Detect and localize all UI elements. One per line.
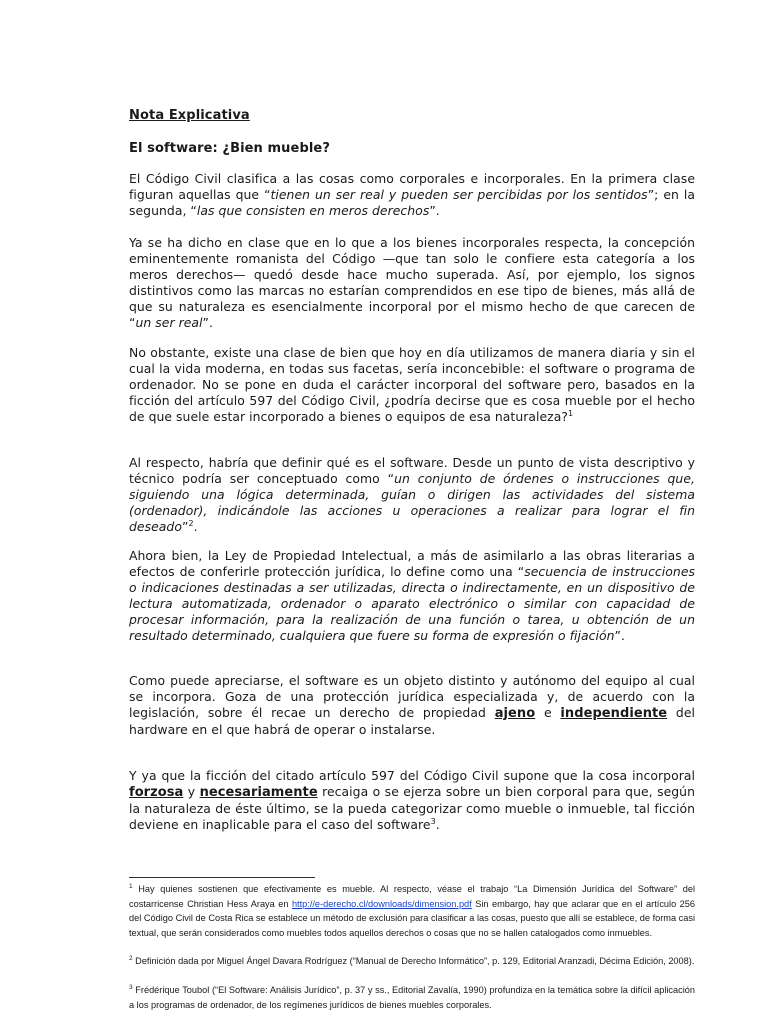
document-page — [129, 0, 695, 1024]
footnote-2-number: 2 — [129, 954, 133, 962]
document-title: Nota Explicativa — [129, 108, 250, 123]
p1-quote-1: tienen un ser real y pueden ser percibidas por los sentidos — [270, 187, 648, 202]
footnote-ref-2[interactable]: 2 — [188, 518, 194, 528]
p6-emphasis-independiente: independiente — [560, 706, 668, 721]
footnote-2 — [129, 954, 695, 969]
p7-text-a: Y ya que la ficción del citado artículo 597 del Código Civil supone que la cosa incorporal — [129, 768, 695, 783]
footnote-ref-1[interactable]: 1 — [568, 408, 574, 418]
footnote-1 — [129, 882, 695, 940]
p5-text-a: Ahora bien, la Ley de Propiedad Intelectual, a más de asimilarlo a las obras literarias a efectos de conferirle protección jurídica, lo define como una “ — [129, 548, 695, 579]
document-subtitle: El software: ¿Bien mueble? — [129, 141, 330, 156]
p3-text: No obstante, existe una clase de bien que hoy en día utilizamos de manera diaria y sin el cual la vida moderna, en todas sus facetas, sería inconcebible: el software o programa de ordenador. No se pone en duda el carácter incorporal del software pero, basados en la ficción del artículo 597 del Código Civil, ¿podría decirse que es cosa mueble por el hecho de que suele estar incorporado a bienes o equipos de esa naturaleza? — [129, 345, 695, 424]
p4-text-d: . — [193, 519, 198, 534]
footnote-3-number: 3 — [129, 983, 133, 991]
paragraph-2 — [129, 235, 695, 331]
footnote-1-text-b: Sin embargo, hay que aclarar que en el artículo 256 del Código Civil de Costa Rica se establece un método de exclusión para clasificar a las cosas, puesto que allí se establece, de forma casi textual, que serán considerados como muebles todos aquellos derechos o cosas que no se hallen catalogados como inmuebles. — [129, 898, 695, 938]
footnote-3 — [129, 983, 695, 1012]
p6-text-c: e — [535, 705, 561, 720]
p6-text-e: del hardware en el que habrá de operar o instalarse. — [129, 705, 695, 737]
footnote-2-text: Definición dada por Miguel Ángel Davara Rodríguez (“Manual de Derecho Informático”, p. 129, Editorial Aranzadi, Décima Edición, 2008). — [132, 956, 695, 966]
p1-quote-2: las que consisten en meros derechos — [196, 203, 430, 218]
p6-text-a: Como puede apreciarse, el software es un objeto distinto y autónomo del equipo al cual se incorpora. Goza de una protección jurídica especializada y, de acuerdo con la legislación, sobre él recae un derecho de propiedad — [129, 673, 695, 720]
p4-text-c: ” — [181, 519, 189, 534]
paragraph-6 — [129, 673, 695, 738]
p2-quote: un ser real — [135, 315, 203, 330]
p1-text-c: ”; en la segunda, “ — [129, 187, 696, 218]
p4-text-a: Al respecto, habría que definir qué es el software. Desde un punto de vista descriptivo y técnico podría ser conceptuado como “ — [129, 455, 695, 486]
footnote-3-text: Frédérique Toubol (“El Software: Análisis Jurídico”, p. 37 y ss., Editorial Zavalía, 1990) profundiza en la temática sobre la difícil aplicación a los programas de ordenador, de los regímenes jurídicos de bienes muebles corporales. — [129, 985, 695, 1010]
p2-text-a: Ya se ha dicho en clase que en lo que a los bienes incorporales respecta, la concepción eminentemente romanista del Código —que tan solo le confiere esta categoría a los meros derechos— quedó desde hace mucho superada. Así, por ejemplo, los signos distintivos como las marcas no estarían comprendidos en ese tipo de bienes, más allá de que su naturaleza es esencialmente incorporal por el mismo hecho de que carecen de “ — [129, 235, 695, 330]
footnote-1-number: 1 — [129, 882, 133, 890]
p5-text-c: ”. — [614, 628, 625, 643]
p2-text-c: ”. — [202, 315, 214, 330]
p7-text-c: y — [183, 784, 200, 799]
p5-quote: secuencia de instrucciones o indicaciones destinadas a ser utilizadas, directa o indirectamente, en un dispositivo de lectura automatizada, ordenador o aparato electrónico o similar con capacidad de procesar información, para la realización de una función o tarea, u obtención de un resultado determinado, cualquiera que fuere su forma de expresión o fijación — [129, 564, 695, 643]
paragraph-4 — [129, 455, 695, 535]
paragraph-5 — [129, 548, 695, 644]
paragraph-1 — [129, 171, 695, 219]
p7-text-e: recaiga o se ejerza sobre un bien corporal para que, según la naturaleza de éste último, se la pueda categorizar como mueble o inmueble, tal ficción deviene en inaplicable para el caso del software — [129, 784, 695, 832]
footnote-ref-3[interactable]: 3 — [430, 816, 436, 826]
p6-emphasis-ajeno: ajeno — [494, 706, 536, 721]
paragraph-7 — [129, 768, 695, 833]
footnote-1-link[interactable]: http://e-derecho.cl/downloads/dimension.pdf — [291, 898, 472, 909]
footnote-1-text-a: Hay quienes sostienen que efectivamente es mueble. Al respecto, véase el trabajo “La Dimensión Jurídica del Software” del costarricense Christian Hess Araya en — [129, 884, 695, 909]
p4-quote: un conjunto de órdenes o instrucciones que, siguiendo una lógica determinada, guían o dirigen las actividades del sistema (ordenador), indicándole las acciones u operaciones a realizar para lograr el fin deseado — [129, 471, 695, 534]
p7-emphasis-necesariamente: necesariamente — [199, 785, 318, 800]
paragraph-3 — [129, 345, 695, 425]
p1-text-e: ”. — [429, 203, 440, 218]
p1-text-a: El Código Civil clasifica a las cosas como corporales e incorporales. En la primera clase figuran aquellas que “ — [129, 171, 695, 202]
p7-text-f: . — [435, 817, 440, 832]
footnote-separator — [129, 877, 315, 878]
p7-emphasis-forzosa: forzosa — [129, 785, 184, 800]
